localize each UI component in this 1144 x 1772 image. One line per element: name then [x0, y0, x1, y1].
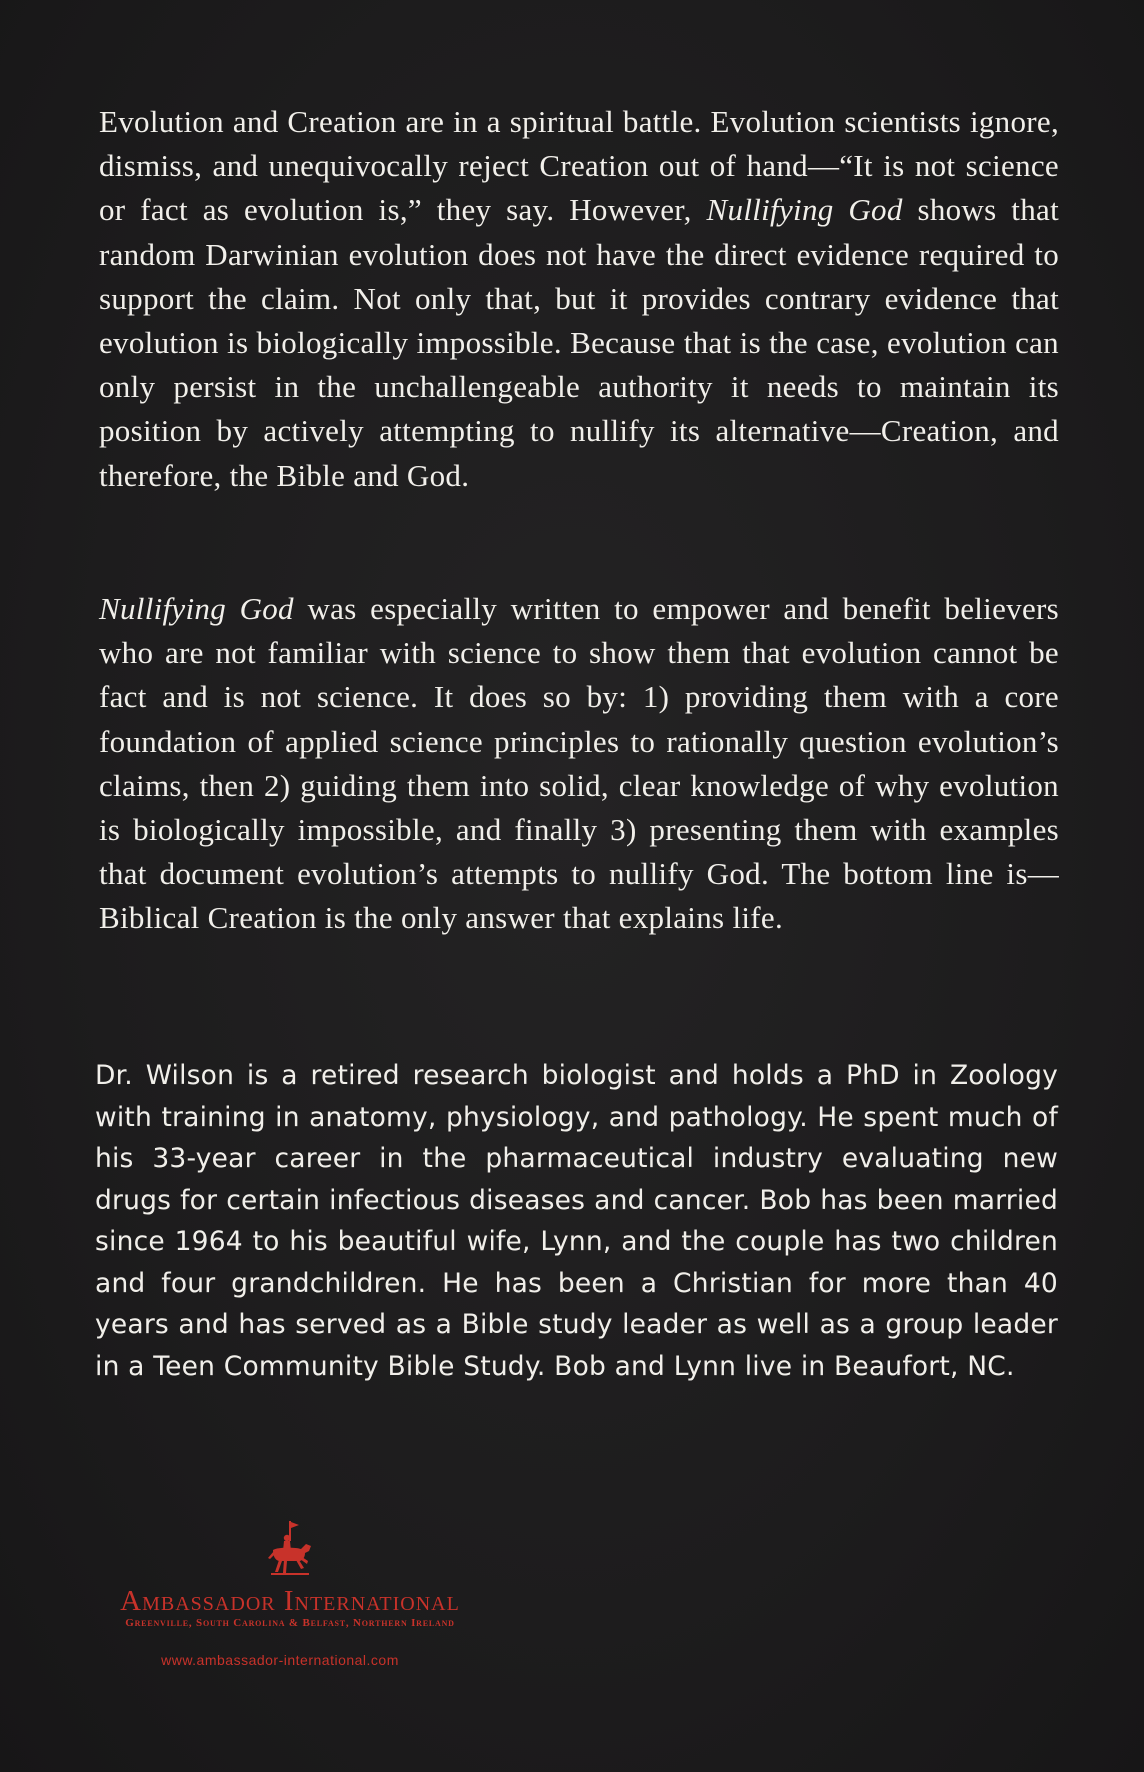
blurb-p1-text-a: Evolution and Creation are in a spiritual battle. Evolution scientists ignore, dismiss, and unequivocally reject Creation out of hand—“It is not science or fact as evolution is,” they say. However,: [99, 104, 1059, 228]
publisher-url[interactable]: www.ambassador-international.com: [161, 1652, 399, 1668]
publisher-name: Ambassador International: [120, 1585, 460, 1617]
publisher-block: [60, 1520, 520, 1668]
author-bio: Dr. Wilson is a retired research biologist and holds a PhD in Zoology with training in anatomy, physiology, and pathology. He spent much of his 33-year career in the pharmaceutical industry evaluating new drugs for certain infectious diseases and cancer. Bob has been married since 1964 to his beautiful wife, Lynn, and the couple has two children and four grandchildren. He has been a Christian for more than 40 years and has served as a Bible study leader as well as a group leader in a Teen Community Bible Study. Bob and Lynn live in Beaufort, NC.: [95, 1060, 1058, 1382]
blurb-p2-text: was especially written to empower and benefit believers who are not familiar with science to show them that evolution cannot be fact and is not science. It does so by: 1) providing them with a core foundation of applied science principles to rationally question evolution’s claims, then 2) guiding them into solid, clear knowledge of why evolution is biologically impossible, and finally 3) presenting them with examples that document evolution’s attempts to nullify God. The bottom line is—Biblical Creation is the only answer that explains life.: [99, 591, 1059, 936]
horse-rider-icon: [265, 1520, 315, 1576]
book-title-italic: Nullifying God: [99, 591, 294, 626]
blurb-p1-text-b: shows that random Darwinian evolution does not have the direct evidence required to support the claim. Not only that, but it provides contrary evidence that evolution is biologically impossible. Because that is the case, evolution can only persist in the unchallengeable authority it needs to maintain its position by actively attempting to nullify its alternative—Creation, and therefore, the Bible and God.: [99, 192, 1059, 493]
book-title-italic: Nullifying God: [706, 192, 903, 228]
blurb-paragraph-2: [99, 587, 1059, 941]
publisher-location: Greenville, South Carolina & Belfast, Northern Ireland: [125, 1617, 455, 1629]
blurb-paragraph-1: [99, 100, 1059, 498]
